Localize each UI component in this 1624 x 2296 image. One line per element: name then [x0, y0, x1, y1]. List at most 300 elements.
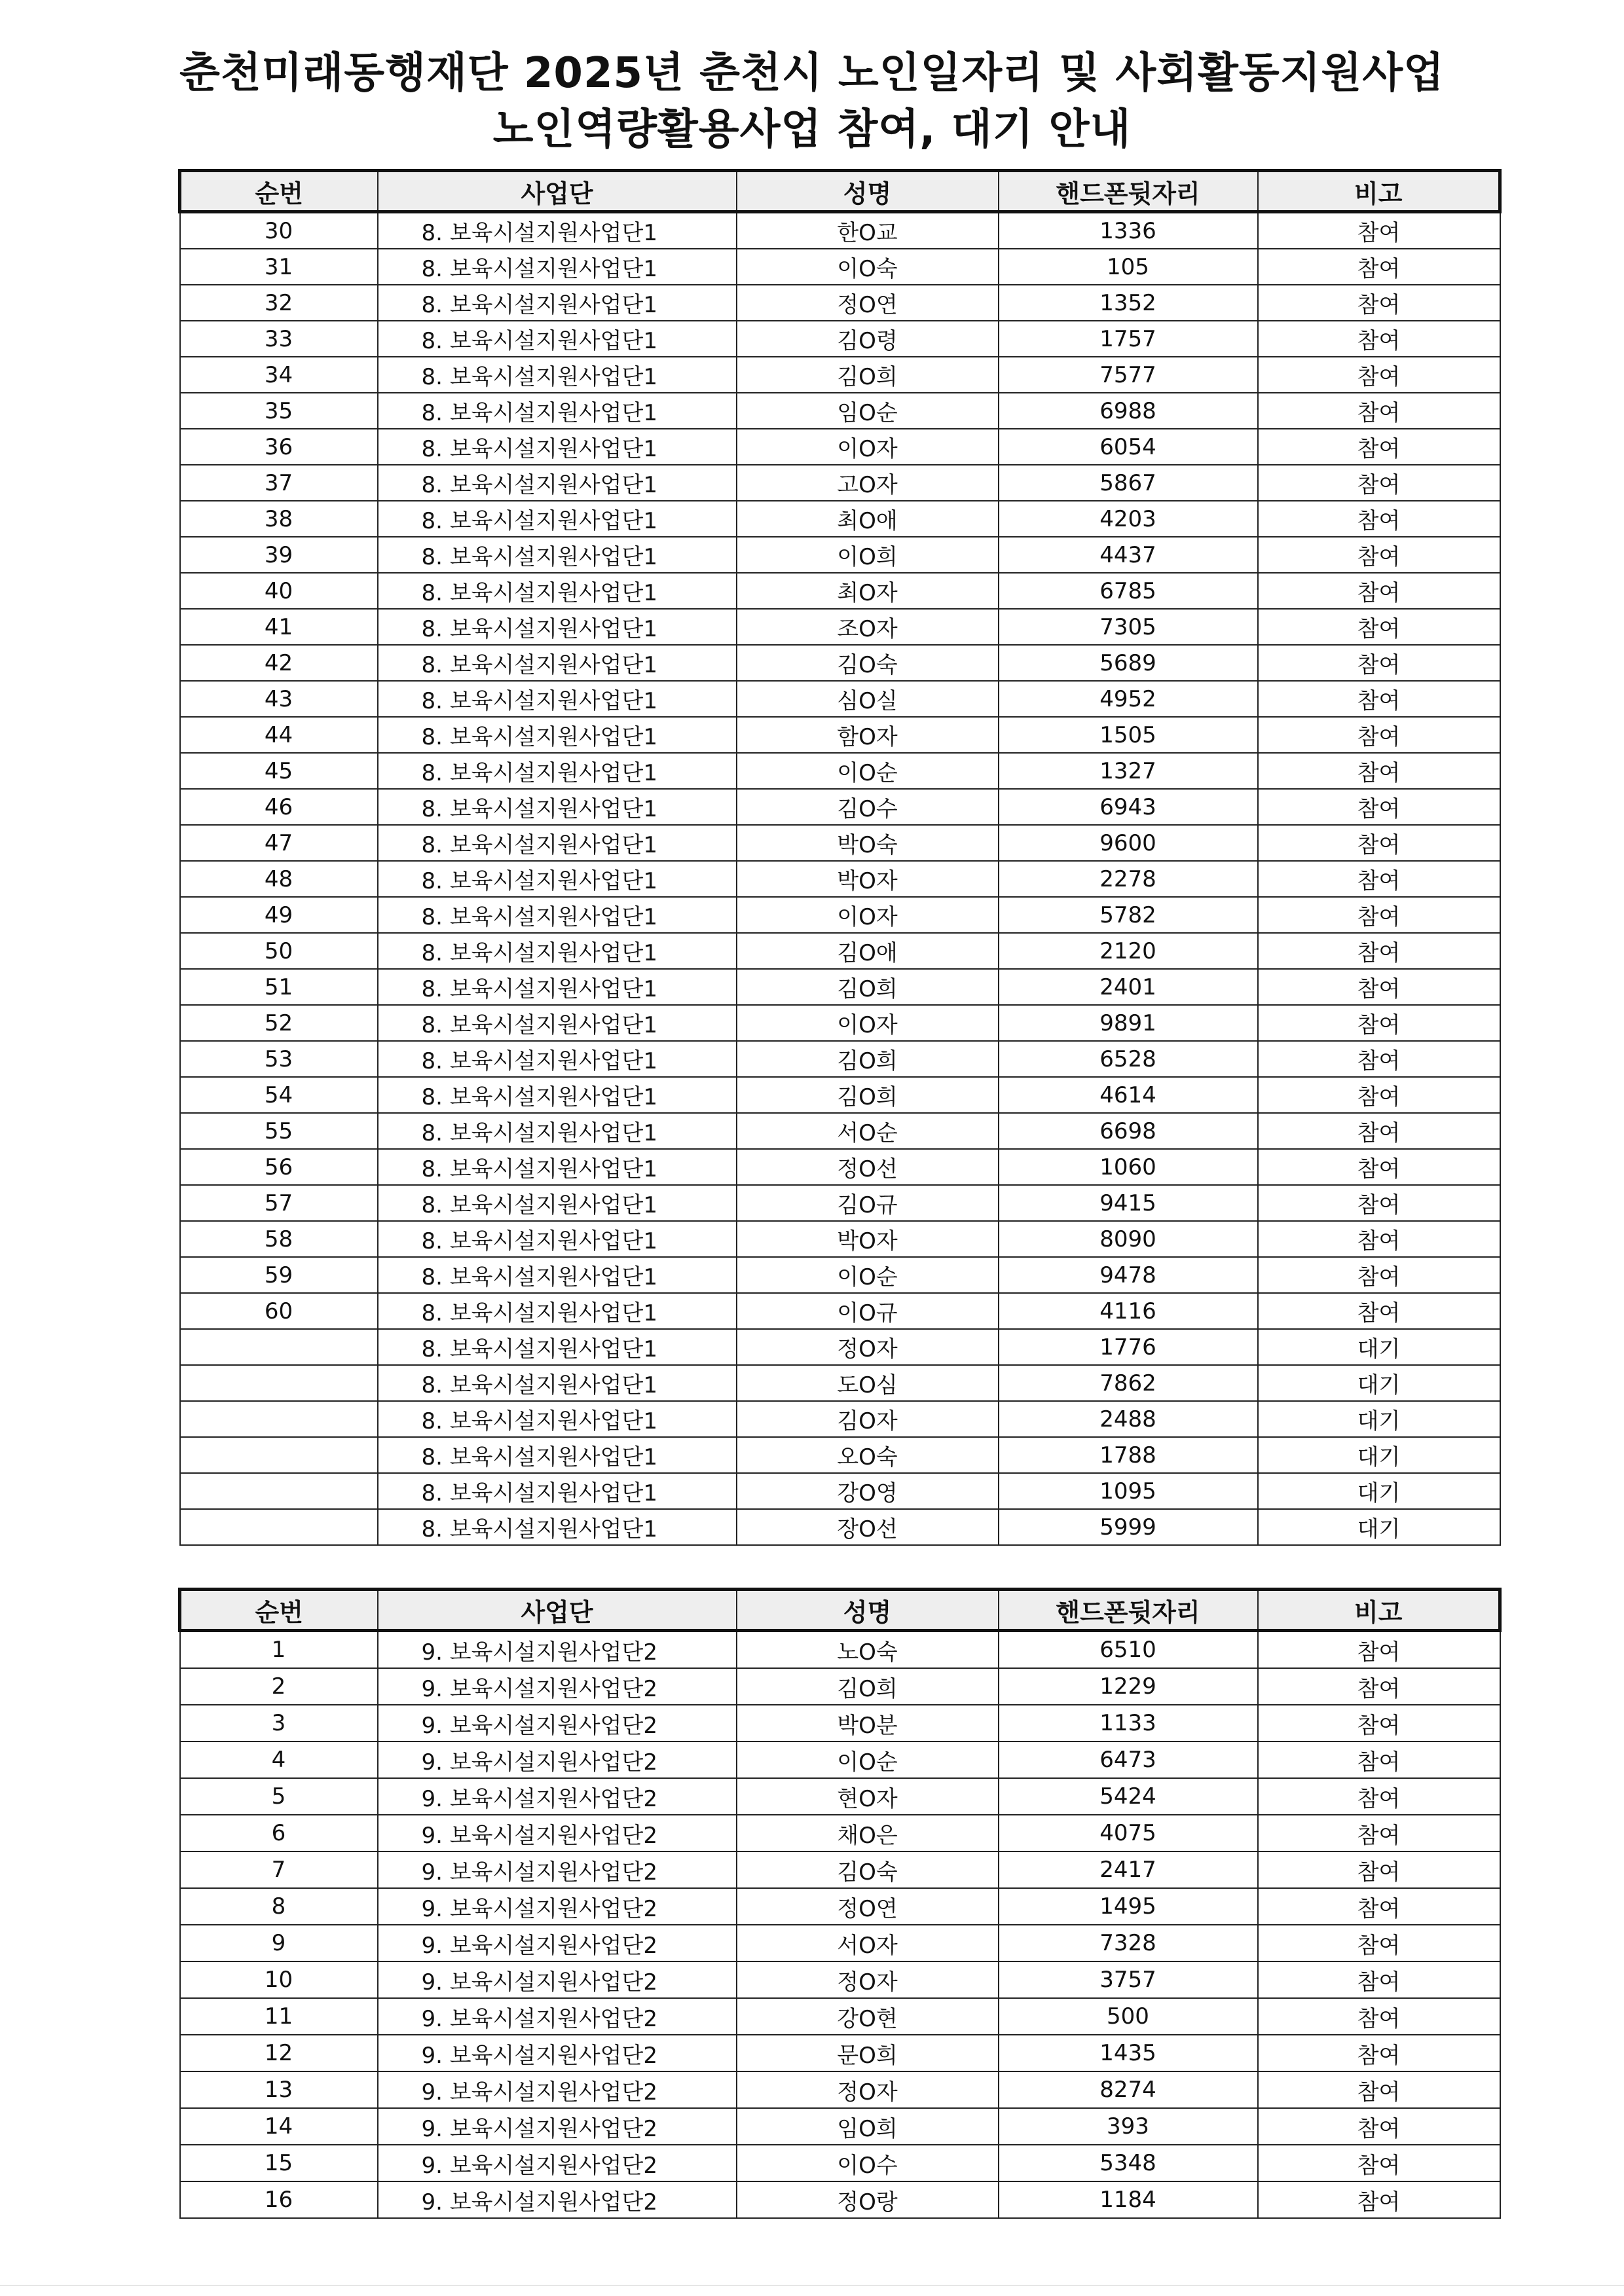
cell-note: 참여: [1258, 969, 1500, 1005]
cell-no: 57: [180, 1185, 378, 1221]
cell-phone: 8090: [999, 1221, 1258, 1257]
cell-no: 49: [180, 897, 378, 933]
cell-dept: 8. 보육시설지원사업단1: [378, 1257, 737, 1293]
cell-name: 박O자: [737, 861, 999, 897]
cell-note: 참여: [1258, 321, 1500, 357]
cell-phone: 1495: [999, 1888, 1258, 1925]
cell-note: 참여: [1258, 2035, 1500, 2071]
cell-dept: 8. 보육시설지원사업단1: [378, 717, 737, 753]
cell-name: 정O자: [737, 1961, 999, 1998]
header-row: [180, 1590, 1500, 1631]
cell-note: 참여: [1258, 1925, 1500, 1961]
cell-dept: 8. 보육시설지원사업단1: [378, 1005, 737, 1041]
cell-phone: 6054: [999, 429, 1258, 465]
cell-dept: 8. 보육시설지원사업단1: [378, 1041, 737, 1077]
cell-dept: 8. 보육시설지원사업단1: [378, 897, 737, 933]
cell-no: 1: [180, 1631, 378, 1669]
cell-phone: 1336: [999, 212, 1258, 249]
cell-dept: 9. 보육시설지원사업단2: [378, 2071, 737, 2108]
table-row: [180, 393, 1500, 429]
cell-no: 41: [180, 609, 378, 645]
cell-name: 최O자: [737, 573, 999, 609]
cell-note: 대기: [1258, 1473, 1500, 1509]
cell-no: 31: [180, 249, 378, 285]
cell-dept: 8. 보육시설지원사업단1: [378, 537, 737, 573]
table-row: [180, 2108, 1500, 2145]
cell-note: 참여: [1258, 1815, 1500, 1851]
cell-name: 이O자: [737, 1005, 999, 1041]
cell-note: 참여: [1258, 2181, 1500, 2218]
cell-phone: 5348: [999, 2145, 1258, 2181]
cell-no: 36: [180, 429, 378, 465]
cell-dept: 8. 보육시설지원사업단1: [378, 1401, 737, 1437]
cell-name: 박O숙: [737, 825, 999, 861]
table-row: [180, 1221, 1500, 1257]
cell-dept: 9. 보육시설지원사업단2: [378, 1851, 737, 1888]
page-edge-divider: [0, 2285, 1624, 2286]
cell-name: 김O희: [737, 357, 999, 393]
cell-dept: 8. 보육시설지원사업단1: [378, 285, 737, 321]
cell-phone: 7328: [999, 1925, 1258, 1961]
cell-note: 참여: [1258, 1998, 1500, 2035]
cell-note: 참여: [1258, 2108, 1500, 2145]
cell-dept: 9. 보육시설지원사업단2: [378, 1741, 737, 1778]
cell-name: 이O수: [737, 2145, 999, 2181]
cell-note: 참여: [1258, 933, 1500, 969]
table-row: [180, 1668, 1500, 1705]
cell-phone: 5782: [999, 897, 1258, 933]
cell-phone: 1327: [999, 753, 1258, 789]
cell-phone: 4203: [999, 501, 1258, 537]
header-no: 순번: [180, 171, 378, 212]
cell-note: 대기: [1258, 1365, 1500, 1401]
cell-no: 51: [180, 969, 378, 1005]
cell-name: 이O자: [737, 897, 999, 933]
header-note: 비고: [1258, 1590, 1500, 1631]
cell-name: 박O분: [737, 1705, 999, 1741]
cell-dept: 8. 보육시설지원사업단1: [378, 1365, 737, 1401]
cell-note: 참여: [1258, 429, 1500, 465]
document-title: 춘천미래동행재단 2025년 춘천시 노인일자리 및 사회활동지원사업: [179, 49, 1445, 98]
cell-phone: 6943: [999, 789, 1258, 825]
cell-note: 참여: [1258, 789, 1500, 825]
table-row: [180, 1741, 1500, 1778]
cell-note: 참여: [1258, 1041, 1500, 1077]
cell-no: 46: [180, 789, 378, 825]
cell-no: 55: [180, 1113, 378, 1149]
cell-no: 15: [180, 2145, 378, 2181]
cell-phone: 393: [999, 2108, 1258, 2145]
table-row: [180, 1005, 1500, 1041]
cell-no: 45: [180, 753, 378, 789]
table-row: [180, 1077, 1500, 1113]
cell-note: 참여: [1258, 717, 1500, 753]
cell-phone: 4437: [999, 537, 1258, 573]
cell-phone: 1352: [999, 285, 1258, 321]
cell-phone: 5867: [999, 465, 1258, 501]
cell-note: 참여: [1258, 1741, 1500, 1778]
cell-phone: 2278: [999, 861, 1258, 897]
cell-note: 참여: [1258, 825, 1500, 861]
cell-phone: 6698: [999, 1113, 1258, 1149]
cell-note: 참여: [1258, 357, 1500, 393]
cell-name: 현O자: [737, 1778, 999, 1815]
header-phone: 핸드폰뒷자리: [999, 171, 1258, 212]
table-row: [180, 1437, 1500, 1473]
header-dept: 사업단: [378, 171, 737, 212]
cell-name: 장O선: [737, 1509, 999, 1545]
cell-no: 11: [180, 1998, 378, 2035]
cell-note: 대기: [1258, 1437, 1500, 1473]
cell-phone: 5999: [999, 1509, 1258, 1545]
table-row: [180, 2071, 1500, 2108]
cell-name: 정O연: [737, 285, 999, 321]
table-row: [180, 717, 1500, 753]
cell-note: 참여: [1258, 393, 1500, 429]
cell-note: 참여: [1258, 1631, 1500, 1669]
cell-no: 50: [180, 933, 378, 969]
table-row: [180, 1961, 1500, 1998]
cell-dept: 8. 보육시설지원사업단1: [378, 465, 737, 501]
cell-note: 대기: [1258, 1329, 1500, 1365]
cell-phone: 4116: [999, 1293, 1258, 1329]
cell-no: 42: [180, 645, 378, 681]
cell-name: 김O숙: [737, 1851, 999, 1888]
table-row: [180, 1998, 1500, 2035]
cell-dept: 8. 보육시설지원사업단1: [378, 573, 737, 609]
cell-dept: 8. 보육시설지원사업단1: [378, 1149, 737, 1185]
cell-phone: 3757: [999, 1961, 1258, 1998]
roster-table-1: [178, 169, 1502, 1546]
cell-note: 참여: [1258, 1961, 1500, 1998]
cell-dept: 8. 보육시설지원사업단1: [378, 1437, 737, 1473]
cell-name: 정O선: [737, 1149, 999, 1185]
cell-phone: 6510: [999, 1631, 1258, 1669]
cell-dept: 9. 보육시설지원사업단2: [378, 2181, 737, 2218]
cell-note: 참여: [1258, 609, 1500, 645]
table-row: [180, 1473, 1500, 1509]
table-row: [180, 897, 1500, 933]
cell-dept: 9. 보육시설지원사업단2: [378, 1668, 737, 1705]
header-name: 성명: [737, 171, 999, 212]
table-row: [180, 681, 1500, 717]
cell-phone: 6988: [999, 393, 1258, 429]
cell-name: 이O순: [737, 1741, 999, 1778]
cell-note: 참여: [1258, 465, 1500, 501]
cell-name: 강O현: [737, 1998, 999, 2035]
cell-phone: 1184: [999, 2181, 1258, 2218]
cell-dept: 8. 보육시설지원사업단1: [378, 429, 737, 465]
cell-note: 대기: [1258, 1509, 1500, 1545]
cell-dept: 9. 보육시설지원사업단2: [378, 1888, 737, 1925]
table-row: [180, 1149, 1500, 1185]
header-dept: 사업단: [378, 1590, 737, 1631]
table-row: [180, 321, 1500, 357]
cell-phone: 9891: [999, 1005, 1258, 1041]
cell-note: 대기: [1258, 1401, 1500, 1437]
cell-no: 59: [180, 1257, 378, 1293]
cell-no: 3: [180, 1705, 378, 1741]
table-row: [180, 789, 1500, 825]
cell-no: 38: [180, 501, 378, 537]
cell-no: [180, 1365, 378, 1401]
cell-note: 참여: [1258, 1778, 1500, 1815]
cell-dept: 8. 보육시설지원사업단1: [378, 357, 737, 393]
table-row: [180, 573, 1500, 609]
table-row: [180, 1815, 1500, 1851]
cell-name: 김O희: [737, 1668, 999, 1705]
cell-dept: 9. 보육시설지원사업단2: [378, 2145, 737, 2181]
cell-dept: 8. 보육시설지원사업단1: [378, 321, 737, 357]
cell-note: 참여: [1258, 2145, 1500, 2181]
cell-note: 참여: [1258, 573, 1500, 609]
cell-no: 48: [180, 861, 378, 897]
cell-no: 40: [180, 573, 378, 609]
cell-name: 김O숙: [737, 645, 999, 681]
cell-dept: 8. 보육시설지원사업단1: [378, 1185, 737, 1221]
table-row: [180, 1851, 1500, 1888]
cell-phone: 105: [999, 249, 1258, 285]
table-row: [180, 249, 1500, 285]
cell-dept: 9. 보육시설지원사업단2: [378, 1998, 737, 2035]
cell-name: 오O숙: [737, 1437, 999, 1473]
cell-no: 12: [180, 2035, 378, 2071]
cell-name: 임O순: [737, 393, 999, 429]
cell-phone: 1505: [999, 717, 1258, 753]
cell-phone: 1757: [999, 321, 1258, 357]
cell-name: 김O희: [737, 1041, 999, 1077]
cell-phone: 4952: [999, 681, 1258, 717]
cell-name: 정O자: [737, 1329, 999, 1365]
cell-dept: 8. 보육시설지원사업단1: [378, 1329, 737, 1365]
cell-phone: 5689: [999, 645, 1258, 681]
table-row: [180, 1365, 1500, 1401]
cell-name: 김O규: [737, 1185, 999, 1221]
cell-phone: 2401: [999, 969, 1258, 1005]
table-row: [180, 825, 1500, 861]
cell-phone: 2417: [999, 1851, 1258, 1888]
table-row: [180, 285, 1500, 321]
cell-dept: 8. 보육시설지원사업단1: [378, 1221, 737, 1257]
cell-name: 이O숙: [737, 249, 999, 285]
cell-name: 박O자: [737, 1221, 999, 1257]
cell-name: 이O희: [737, 537, 999, 573]
cell-no: 10: [180, 1961, 378, 1998]
cell-no: 37: [180, 465, 378, 501]
cell-no: 33: [180, 321, 378, 357]
table-row: [180, 1888, 1500, 1925]
cell-note: 참여: [1258, 1221, 1500, 1257]
cell-note: 참여: [1258, 681, 1500, 717]
cell-note: 참여: [1258, 1668, 1500, 1705]
cell-name: 김O령: [737, 321, 999, 357]
cell-phone: 6785: [999, 573, 1258, 609]
cell-no: 6: [180, 1815, 378, 1851]
cell-dept: 9. 보육시설지원사업단2: [378, 1778, 737, 1815]
table-row: [180, 2145, 1500, 2181]
roster-table-2: [178, 1588, 1502, 2219]
cell-note: 참여: [1258, 1005, 1500, 1041]
cell-phone: 1435: [999, 2035, 1258, 2071]
cell-dept: 8. 보육시설지원사업단1: [378, 933, 737, 969]
cell-no: 35: [180, 393, 378, 429]
cell-name: 정O자: [737, 2071, 999, 2108]
cell-name: 고O자: [737, 465, 999, 501]
cell-name: 이O순: [737, 753, 999, 789]
table-row: [180, 429, 1500, 465]
table-row: [180, 501, 1500, 537]
cell-note: 참여: [1258, 1113, 1500, 1149]
table-row: [180, 1113, 1500, 1149]
cell-phone: 1788: [999, 1437, 1258, 1473]
cell-dept: 8. 보육시설지원사업단1: [378, 212, 737, 249]
cell-name: 문O희: [737, 2035, 999, 2071]
cell-name: 김O자: [737, 1401, 999, 1437]
cell-phone: 1060: [999, 1149, 1258, 1185]
cell-no: [180, 1509, 378, 1545]
cell-phone: 1095: [999, 1473, 1258, 1509]
header-no: 순번: [180, 1590, 378, 1631]
table-row: [180, 1925, 1500, 1961]
table-row: [180, 1257, 1500, 1293]
cell-phone: 1776: [999, 1329, 1258, 1365]
cell-dept: 9. 보육시설지원사업단2: [378, 1961, 737, 1998]
table-row: [180, 1631, 1500, 1669]
cell-dept: 8. 보육시설지원사업단1: [378, 825, 737, 861]
cell-no: 47: [180, 825, 378, 861]
cell-note: 참여: [1258, 861, 1500, 897]
cell-dept: 8. 보육시설지원사업단1: [378, 1113, 737, 1149]
cell-phone: 9600: [999, 825, 1258, 861]
cell-name: 정O연: [737, 1888, 999, 1925]
cell-phone: 7862: [999, 1365, 1258, 1401]
table-body: [180, 1631, 1500, 2219]
cell-note: 참여: [1258, 1149, 1500, 1185]
cell-dept: 8. 보육시설지원사업단1: [378, 861, 737, 897]
cell-no: 32: [180, 285, 378, 321]
cell-dept: 8. 보육시설지원사업단1: [378, 1509, 737, 1545]
cell-phone: 7305: [999, 609, 1258, 645]
table-row: [180, 609, 1500, 645]
table-row: [180, 861, 1500, 897]
cell-name: 한O교: [737, 212, 999, 249]
table-row: [180, 357, 1500, 393]
cell-note: 참여: [1258, 645, 1500, 681]
cell-note: 참여: [1258, 1888, 1500, 1925]
cell-phone: 5424: [999, 1778, 1258, 1815]
table-row: [180, 212, 1500, 249]
cell-name: 정O랑: [737, 2181, 999, 2218]
cell-dept: 9. 보육시설지원사업단2: [378, 1705, 737, 1741]
cell-name: 김O희: [737, 1077, 999, 1113]
cell-phone: 2488: [999, 1401, 1258, 1437]
cell-note: 참여: [1258, 2071, 1500, 2108]
cell-name: 이O자: [737, 429, 999, 465]
table-row: [180, 465, 1500, 501]
cell-name: 서O순: [737, 1113, 999, 1149]
cell-no: [180, 1329, 378, 1365]
table-row: [180, 969, 1500, 1005]
table-row: [180, 1705, 1500, 1741]
cell-no: 53: [180, 1041, 378, 1077]
cell-name: 김O수: [737, 789, 999, 825]
cell-name: 채O은: [737, 1815, 999, 1851]
cell-phone: 4614: [999, 1077, 1258, 1113]
cell-name: 강O영: [737, 1473, 999, 1509]
cell-name: 최O애: [737, 501, 999, 537]
cell-note: 참여: [1258, 212, 1500, 249]
cell-phone: 8274: [999, 2071, 1258, 2108]
cell-phone: 6473: [999, 1741, 1258, 1778]
cell-no: 39: [180, 537, 378, 573]
table-row: [180, 1509, 1500, 1545]
cell-phone: 1229: [999, 1668, 1258, 1705]
cell-name: 도O심: [737, 1365, 999, 1401]
table-row: [180, 933, 1500, 969]
table-row: [180, 2181, 1500, 2218]
cell-dept: 8. 보육시설지원사업단1: [378, 681, 737, 717]
cell-no: 4: [180, 1741, 378, 1778]
cell-name: 임O희: [737, 2108, 999, 2145]
cell-name: 서O자: [737, 1925, 999, 1961]
cell-no: 58: [180, 1221, 378, 1257]
cell-no: 5: [180, 1778, 378, 1815]
cell-name: 노O숙: [737, 1631, 999, 1669]
table-row: [180, 1185, 1500, 1221]
cell-dept: 9. 보육시설지원사업단2: [378, 1815, 737, 1851]
table-row: [180, 1041, 1500, 1077]
table-body: [180, 212, 1500, 1546]
table-row: [180, 537, 1500, 573]
cell-note: 참여: [1258, 537, 1500, 573]
cell-note: 참여: [1258, 501, 1500, 537]
cell-dept: 9. 보육시설지원사업단2: [378, 1925, 737, 1961]
table-row: [180, 1401, 1500, 1437]
cell-no: 8: [180, 1888, 378, 1925]
cell-phone: 4075: [999, 1815, 1258, 1851]
cell-dept: 8. 보육시설지원사업단1: [378, 753, 737, 789]
cell-dept: 9. 보육시설지원사업단2: [378, 2035, 737, 2071]
cell-name: 함O자: [737, 717, 999, 753]
cell-no: 60: [180, 1293, 378, 1329]
cell-note: 참여: [1258, 897, 1500, 933]
cell-no: 54: [180, 1077, 378, 1113]
cell-note: 참여: [1258, 249, 1500, 285]
cell-no: 30: [180, 212, 378, 249]
cell-note: 참여: [1258, 1257, 1500, 1293]
cell-no: 9: [180, 1925, 378, 1961]
table-row: [180, 1329, 1500, 1365]
cell-no: [180, 1473, 378, 1509]
table-row: [180, 1293, 1500, 1329]
cell-name: 심O실: [737, 681, 999, 717]
cell-phone: 9478: [999, 1257, 1258, 1293]
table-row: [180, 645, 1500, 681]
cell-dept: 8. 보육시설지원사업단1: [378, 1293, 737, 1329]
cell-no: 34: [180, 357, 378, 393]
cell-dept: 8. 보육시설지원사업단1: [378, 501, 737, 537]
cell-no: 44: [180, 717, 378, 753]
cell-no: 14: [180, 2108, 378, 2145]
header-name: 성명: [737, 1590, 999, 1631]
cell-name: 김O희: [737, 969, 999, 1005]
cell-note: 참여: [1258, 1705, 1500, 1741]
cell-phone: 500: [999, 1998, 1258, 2035]
header-note: 비고: [1258, 171, 1500, 212]
cell-no: 13: [180, 2071, 378, 2108]
cell-name: 이O순: [737, 1257, 999, 1293]
cell-note: 참여: [1258, 1293, 1500, 1329]
